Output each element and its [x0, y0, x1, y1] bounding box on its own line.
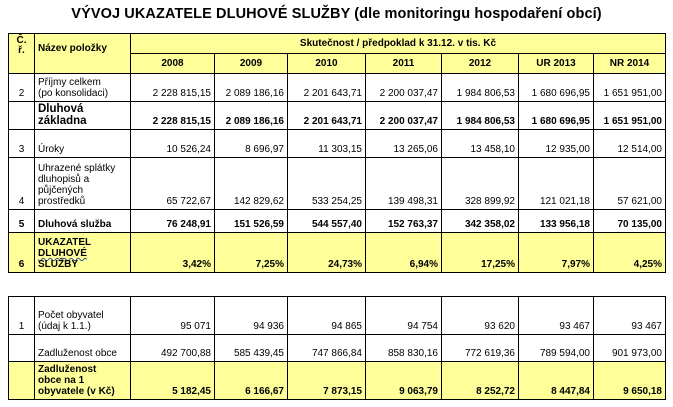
table-row: 3 Úroky 10 526,24 8 696,97 11 303,15 13 265,06 13 458,10 12 935,00 12 514,00 — [9, 130, 666, 158]
year-header: NR 2014 — [594, 54, 666, 74]
table-row: Dluhová základna 2 228 815,15 2 089 186,16 2 201 643,71 2 200 037,47 1 984 806,53 1 680 696,95 1 651 951,00 — [9, 102, 666, 130]
year-header: UR 2013 — [519, 54, 594, 74]
year-header: 2011 — [366, 54, 442, 74]
year-header: 2008 — [131, 54, 215, 74]
col-name-header: Název položky — [35, 34, 131, 74]
table-row: 4 Uhrazené splátky dluhopisů a půjčených prostředků 65 722,67 142 829,62 533 254,25 139 498,31 328 899,92 121 021,18 57 621,00 — [9, 158, 666, 210]
year-header: 2009 — [215, 54, 288, 74]
debt-per-capita-table — [8, 296, 666, 400]
table-row: Zadluženost obce 492 700,88 585 439,45 747 866,84 858 830,16 772 619,36 789 594,00 901 973,00 — [9, 335, 666, 362]
debt-service-table — [8, 33, 666, 273]
table-row: 2 Příjmy celkem (po konsolidaci) 2 228 815,15 2 089 186,16 2 201 643,71 2 200 037,47 1 984 806,53 1 680 696,95 1 651 951,00 — [9, 74, 666, 102]
year-header: 2010 — [288, 54, 366, 74]
table-row: 1 Počet obyvatel (údaj k 1.1.) 95 071 94 936 94 865 94 754 93 620 93 467 93 467 — [9, 297, 666, 335]
year-header: 2012 — [442, 54, 519, 74]
page-title: VÝVOJ UKAZATELE DLUHOVÉ SLUŽBY (dle monitoringu hospodaření obcí) — [71, 6, 602, 22]
table-row: 5 Dluhová služba 76 248,91 151 526,59 544 557,40 152 763,37 342 358,02 133 956,18 70 135,00 — [9, 210, 666, 233]
table-row-highlight: 6 UKAZATEL DLUHOVÉ SLUŽBY 3,42% 7,25% 24,73% 6,94% 17,25% 7,97% 4,25% — [9, 233, 666, 273]
group-header: Skutečnost / předpoklad k 31.12. v tis. Kč — [131, 34, 666, 54]
col-no-header: Č. ř. — [9, 34, 35, 74]
table-row-highlight: Zadluženost obce na 1 obyvatele (v Kč) 5 182,45 6 166,67 7 873,15 9 063,79 8 252,72 8 447,84 9 650,18 — [9, 362, 666, 400]
